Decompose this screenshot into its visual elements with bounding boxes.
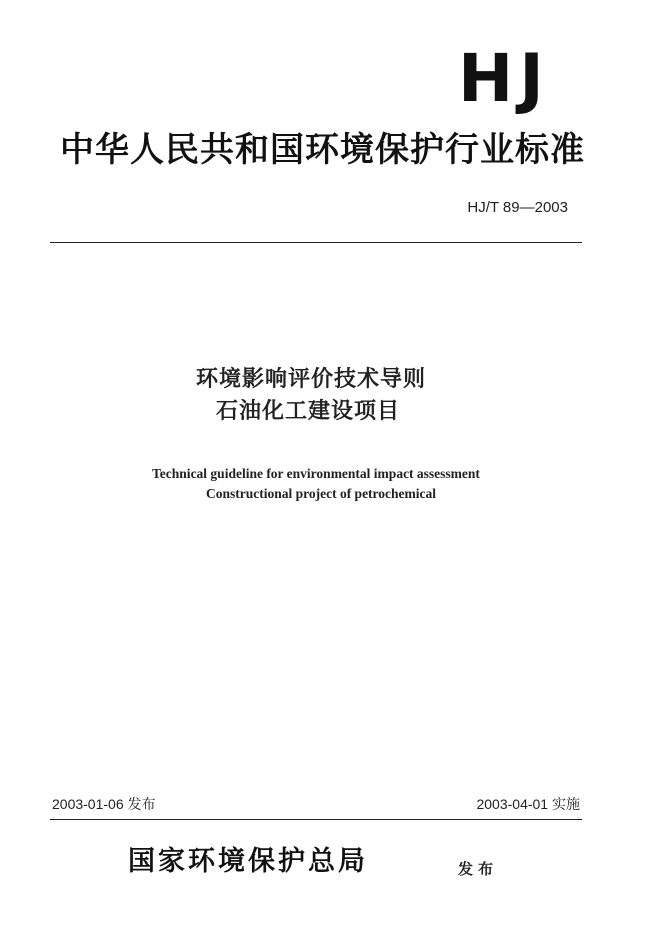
chinese-title — [0, 364, 662, 428]
top-divider — [50, 242, 582, 243]
english-title-line-2: Constructional project of petrochemical — [205, 486, 437, 501]
effective-date: 2003-04-01 实施 — [476, 796, 580, 812]
chinese-title-line-1: 环境影响评价技术导则 — [195, 367, 426, 392]
issue-label: 发布 — [458, 860, 499, 878]
english-title — [0, 464, 662, 504]
issuing-authority: 国家环境保护总局 — [128, 846, 368, 877]
bottom-divider — [50, 819, 582, 820]
standard-category-title: 中华人民共和国环境保护行业标准 — [60, 130, 585, 170]
standard-number: HJ/T 89—2003 — [467, 199, 568, 216]
chinese-title-line-2: 石油化工建设项目 — [215, 399, 400, 424]
english-title-line-1: Technical guideline for environmental impact assessment — [152, 466, 480, 481]
hj-logo: HJ — [458, 40, 550, 117]
issue-date: 2003-01-06 发布 — [52, 796, 156, 812]
